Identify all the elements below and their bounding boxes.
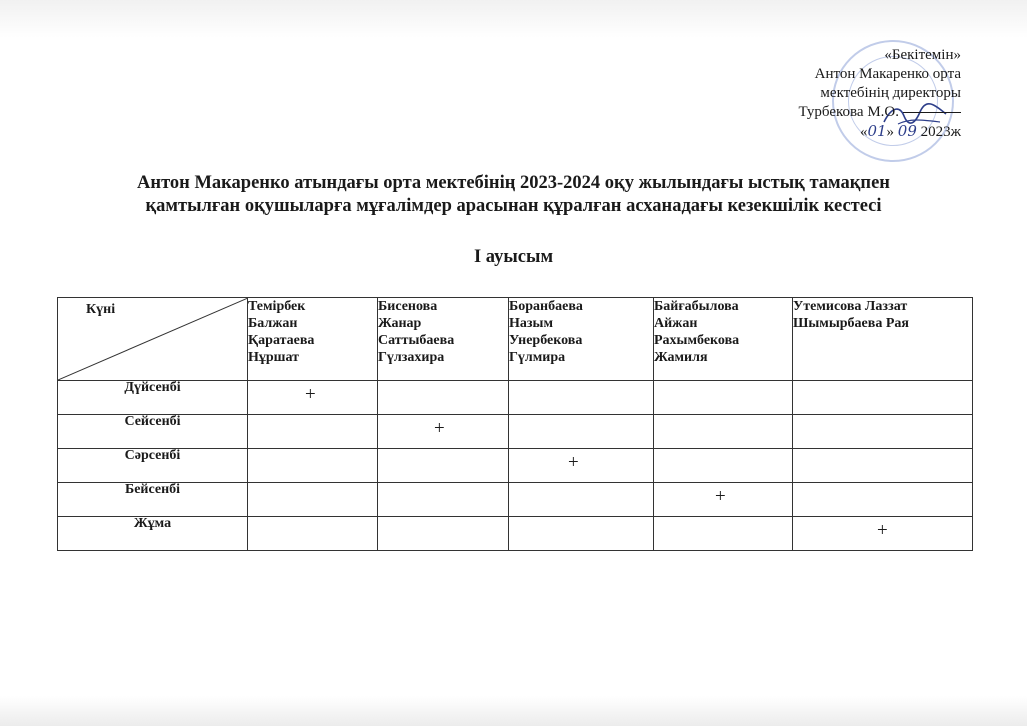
approval-block xyxy=(799,46,962,142)
duty-cell xyxy=(378,415,509,449)
table-row xyxy=(58,415,973,449)
duty-cell xyxy=(654,483,793,517)
approval-date-row xyxy=(799,122,962,142)
teacher-name-line: Жанар xyxy=(378,316,422,331)
duty-mark: + xyxy=(305,384,316,405)
duty-cell xyxy=(378,517,509,551)
approval-heading: «Бекітемін» xyxy=(884,47,961,63)
teacher-name-line: Жамиля xyxy=(654,350,708,365)
duty-cell xyxy=(378,449,509,483)
day-column-label: Күні xyxy=(86,302,116,317)
day-cell xyxy=(58,517,248,551)
teacher-name-line: Балжан xyxy=(248,316,298,331)
day-label: Жұма xyxy=(133,516,172,531)
teacher-column-header xyxy=(378,298,509,381)
teacher-name-line: Бисенова xyxy=(378,299,438,314)
duty-cell xyxy=(509,415,654,449)
duty-cell xyxy=(509,517,654,551)
duty-cell xyxy=(248,483,378,517)
teacher-column-header xyxy=(793,298,973,381)
teacher-name-line: Байғабылова xyxy=(654,299,739,314)
teacher-name-line: Айжан xyxy=(654,316,698,331)
teacher-name-line: Гүлзахира xyxy=(378,350,445,365)
teacher-name-line: Темірбек xyxy=(248,299,306,314)
duty-cell xyxy=(248,449,378,483)
teacher-name-line: Саттыбаева xyxy=(378,333,455,348)
duty-cell xyxy=(509,381,654,415)
shift-heading: І ауысым xyxy=(473,247,554,267)
duty-cell xyxy=(793,449,973,483)
day-cell xyxy=(58,415,248,449)
date-month: 09 xyxy=(897,122,917,140)
teacher-column-header xyxy=(654,298,793,381)
duty-cell xyxy=(509,483,654,517)
table-row xyxy=(58,517,973,551)
duty-cell xyxy=(248,415,378,449)
day-label: Сейсенбі xyxy=(124,414,181,429)
title-line-2: қамтылған оқушыларға мұғалімдер арасынан құралған асханадағы кезекшілік кестесі xyxy=(145,196,882,216)
director-name: Турбекова М.О. xyxy=(798,104,899,120)
document-title xyxy=(0,172,1027,218)
duty-mark: + xyxy=(715,486,726,507)
teacher-column-header xyxy=(248,298,378,381)
day-cell xyxy=(58,449,248,483)
date-year: 2023ж xyxy=(920,124,961,140)
teacher-name-line: Шымырбаева Рая xyxy=(793,316,909,331)
day-cell xyxy=(58,483,248,517)
header-row xyxy=(58,298,973,381)
teacher-name-line: Қаратаева xyxy=(248,333,315,348)
title-line-1: Антон Макаренко атындағы орта мектебінің 2023-2024 оқу жылындағы ыстық тамақпен xyxy=(137,173,890,193)
duty-cell xyxy=(654,449,793,483)
approval-director-name-row xyxy=(799,103,962,122)
duty-cell xyxy=(378,381,509,415)
duty-cell xyxy=(654,381,793,415)
duty-cell xyxy=(654,517,793,551)
duty-cell xyxy=(793,381,973,415)
duty-cell xyxy=(248,381,378,415)
duty-cell xyxy=(793,415,973,449)
date-day: 01 xyxy=(867,122,887,140)
duty-cell xyxy=(793,517,973,551)
day-cell xyxy=(58,381,248,415)
table-row xyxy=(58,381,973,415)
teacher-name-line: Утемисова Лаззат xyxy=(793,299,908,314)
duty-mark: + xyxy=(434,418,445,439)
day-label: Бейсенбі xyxy=(124,482,181,497)
duty-cell xyxy=(654,415,793,449)
signature-line xyxy=(903,111,961,113)
duty-mark: + xyxy=(877,520,888,541)
teacher-name-line: Боранбаева xyxy=(509,299,583,314)
day-label: Дүйсенбі xyxy=(124,380,181,395)
day-label: Сәрсенбі xyxy=(124,448,181,463)
duty-cell xyxy=(378,483,509,517)
duty-mark: + xyxy=(568,452,579,473)
teacher-name-line: Унербекова xyxy=(509,333,583,348)
teacher-name-line: Рахымбекова xyxy=(654,333,740,348)
duty-cell xyxy=(248,517,378,551)
duty-cell xyxy=(793,483,973,517)
table-row xyxy=(58,483,973,517)
approval-director-line: мектебінің директоры xyxy=(820,85,961,101)
duty-schedule-table xyxy=(57,297,973,551)
date-open-quote: « xyxy=(859,124,868,140)
scan-top-shadow xyxy=(0,0,1027,38)
teacher-column-header xyxy=(509,298,654,381)
teacher-name-line: Нұршат xyxy=(248,350,300,365)
teacher-name-line: Гүлмира xyxy=(509,350,566,365)
date-close-quote: » xyxy=(886,124,895,140)
table-row xyxy=(58,449,973,483)
teacher-name-line: Назым xyxy=(509,316,553,331)
duty-cell xyxy=(509,449,654,483)
corner-header-cell xyxy=(58,298,248,381)
scan-bottom-shadow xyxy=(0,696,1027,726)
approval-school-line: Антон Макаренко орта xyxy=(814,66,961,82)
